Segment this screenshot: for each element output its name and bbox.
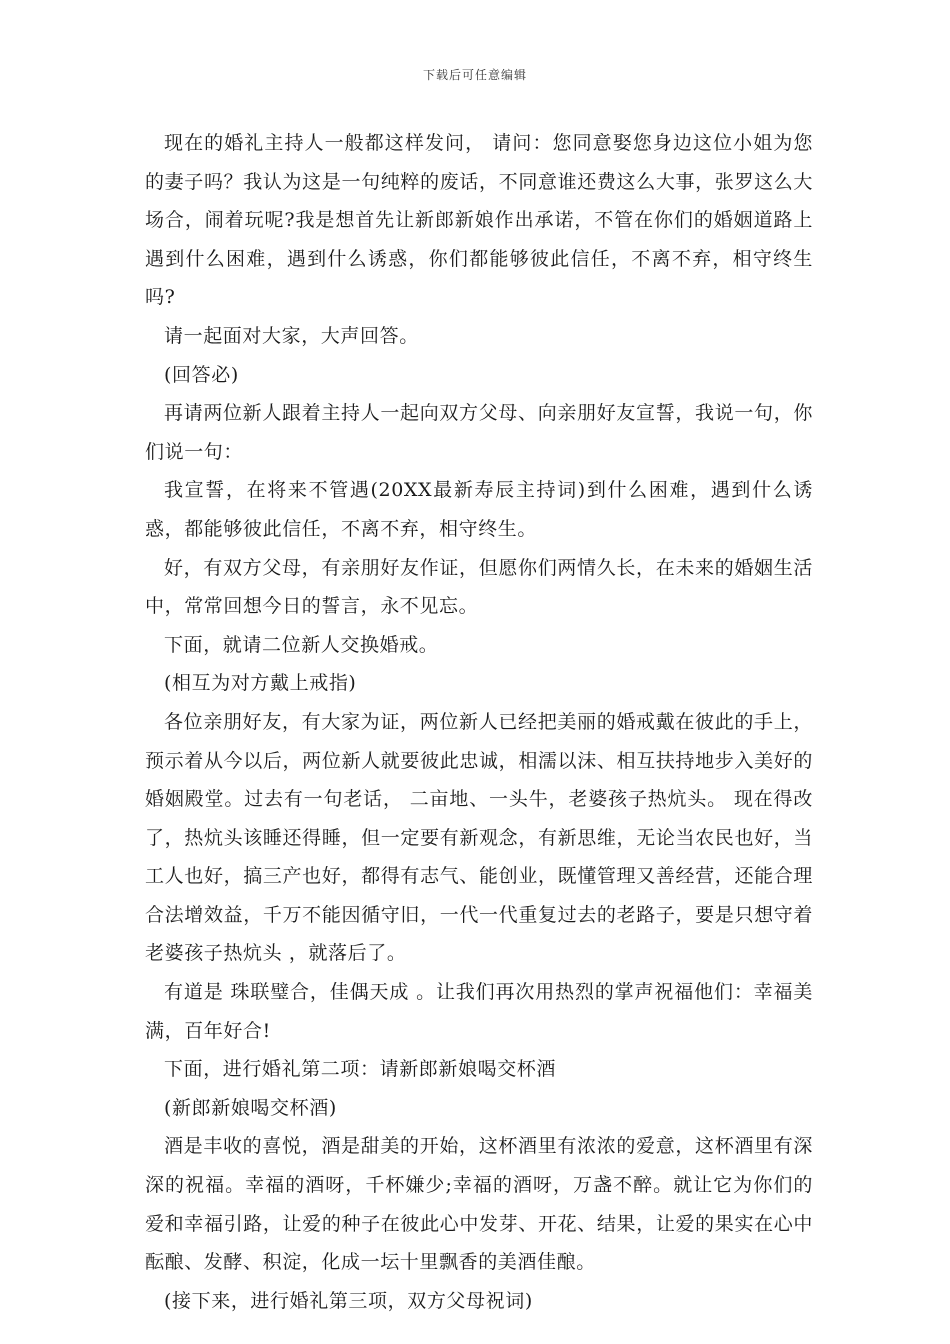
paragraph: 现在的婚礼主持人一般都这样发问， 请问：您同意娶您身边这位小姐为您的妻子吗？我认为这是一句纯粹的废话，不同意谁还费这么大事，张罗这么大场合，闹着玩呢?我是想首先让新郎新娘作出承诺，不管在你们的婚姻道路上遇到什么困难，遇到什么诱惑，你们都能够彼此信任，不离不弃，相守终生吗?	[145, 132, 813, 309]
document-body	[145, 124, 813, 1320]
paragraph: 下面，进行婚礼第二项：请新郎新娘喝交杯酒	[164, 1058, 557, 1081]
paragraph: 酒是丰收的喜悦，酒是甜美的开始，这杯酒里有浓浓的爱意，这杯酒里有深深的祝福。幸福的酒呀，千杯嫌少;幸福的酒呀，万盏不醉。就让它为你们的爱和幸福引路，让爱的种子在彼此心中发芽、开花、结果，让爱的果实在心中酝酿、发酵、积淀，化成一坛十里飘香的美酒佳酿。	[145, 1135, 813, 1274]
paragraph: 请一起面对大家，大声回答。	[164, 324, 419, 347]
paragraph: (新郎新娘喝交杯酒)	[164, 1096, 337, 1119]
paragraph: (回答必)	[164, 363, 239, 386]
paragraph: 各位亲朋好友，有大家为证，两位新人已经把美丽的婚戒戴在彼此的手上，预示着从今以后，两位新人就要彼此忠诚，相濡以沫、相互扶持地步入美好的婚姻殿堂。过去有一句老话， 二亩地、一头牛，老婆孩子热炕头。 现在得改了，热炕头该睡还得睡，但一定要有新观念，有新思维，无论当农民也好，当工人也好，搞三产也好，都得有志气、能创业，既懂管理又善经营，还能合理合法增效益，千万不能因循守旧，一代一代重复过去的老路子，要是只想守着老婆孩子热炕头 ，就落后了。	[145, 710, 813, 965]
paragraph: (接下来，进行婚礼第三项，双方父母祝词)	[164, 1289, 533, 1312]
paragraph: 下面，就请二位新人交换婚戒。	[164, 633, 439, 656]
paragraph: 再请两位新人跟着主持人一起向双方父母、向亲朋好友宣誓，我说一句，你们说一句：	[145, 402, 813, 463]
paragraph: 我宣誓，在将来不管遇(20XX最新寿辰主持词)到什么困难，遇到什么诱惑，都能够彼此信任，不离不弃，相守终生。	[145, 479, 813, 540]
header-note: 下载后可任意编辑	[422, 68, 527, 82]
paragraph: (相互为对方戴上戒指)	[164, 672, 357, 695]
paragraph: 好，有双方父母，有亲朋好友作证，但愿你们两情久长，在未来的婚姻生活中，常常回想今日的誓言，永不见忘。	[145, 556, 813, 618]
paragraph: 有道是 珠联璧合，佳偶天成 。让我们再次用热烈的掌声祝福他们：幸福美满，百年好合!	[145, 981, 813, 1042]
